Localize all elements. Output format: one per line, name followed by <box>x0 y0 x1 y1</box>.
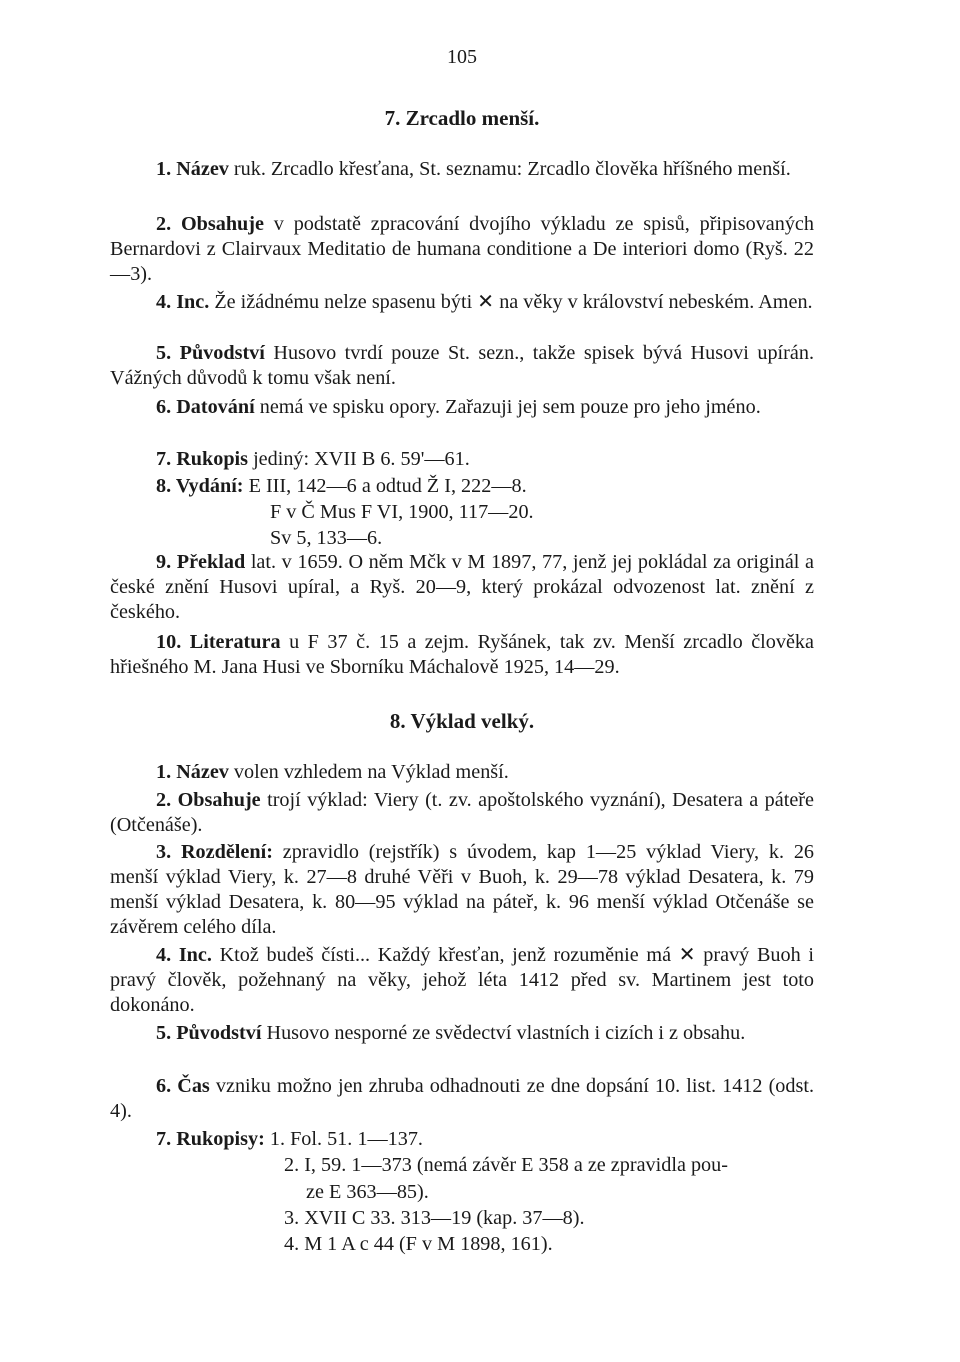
sec7-item-2 <box>110 212 814 287</box>
sec8-item-1-label: 1. Název <box>156 761 229 783</box>
sec7-item-6-text: nemá ve spisku opory. Zařazuji jej sem pouze pro jeho jméno. <box>254 396 761 418</box>
sec7-item-5 <box>110 341 814 391</box>
sec8-item-7-ms-4: 4. M 1 A c 44 (F v M 1898, 161). <box>284 1233 553 1255</box>
sec8-item-1 <box>110 760 814 785</box>
sec7-item-1-label: 1. Název <box>156 158 229 180</box>
sec8-item-2-label: 2. Obsahuje <box>156 789 261 811</box>
sec7-item-4-label: 4. Inc. <box>156 291 210 313</box>
sec8-item-7-label: 7. Rukopisy: <box>156 1128 265 1150</box>
sec8-item-5-label: 5. Původství <box>156 1022 262 1044</box>
sec7-item-10-text: u F 37 č. 15 a zejm. Ryšánek, tak zv. Menší zrcadlo člověka hřiešného M. Jana Husi ve Sborníku Máchalově 1925, 14—29. <box>110 631 814 678</box>
sec7-item-8-text: E III, 142—6 a odtud Ž I, 222—8. <box>243 475 527 497</box>
sec8-item-2 <box>110 788 814 838</box>
sec8-item-7-ms-2-cont: ze E 363—85). <box>306 1181 429 1203</box>
sec8-item-2-text: trojí výklad: Viery (t. zv. apoštolského vyznání), Desatera a páteře (Otčenáše). <box>110 789 814 836</box>
sec7-item-4-text: Že ižádnému nelze spasenu býti ✕ na věky v království nebeském. Amen. <box>209 291 813 313</box>
sec7-item-8-line-3: Sv 5, 133—6. <box>270 527 383 549</box>
sec8-item-7-ms-2: 2. I, 59. 1—373 (nemá závěr E 358 a ze zpravidla pou- <box>284 1154 728 1176</box>
sec7-item-7 <box>110 447 814 472</box>
sec7-item-8-line-2: F v Č Mus F VI, 1900, 117—20. <box>270 501 534 523</box>
sec7-item-9-label: 9. Překlad <box>156 551 246 573</box>
sec7-item-2-text: v podstatě zpracování dvojího výkladu ze spisů, připisovaných Bernardovi z Clairvaux Meditatio de humana conditione a De interiori domo (Ryš. 22—3). <box>110 213 814 285</box>
sec7-item-9-text: lat. v 1659. O něm Mčk v M 1897, 77, jenž jej pokládal za originál a české znění Husovi upíral, a Ryš. 20—9, který prokázal odvozenost lat. znění z českého. <box>110 551 814 623</box>
section-7-title: 7. Zrcadlo menší. <box>384 106 540 130</box>
sec7-item-6-label: 6. Datování <box>156 396 255 418</box>
sec7-item-7-label: 7. Rukopis <box>156 448 249 470</box>
section-8-title: 8. Výklad velký. <box>389 709 535 733</box>
sec7-item-5-label: 5. Původství <box>156 342 265 364</box>
sec8-item-4-text: Ktož budeš čísti... Každý křesťan, jenž rozuměnie má ✕ pravý Buoh i pravý člověk, požehnaný na věky, jehož léta 1412 před sv. Martinem jest toto dokonáno. <box>110 944 814 1016</box>
sec7-item-5-text: Husovo tvrdí pouze St. sezn., takže spisek bývá Husovi upírán. Vážných důvodů k tomu však není. <box>110 342 814 389</box>
sec7-item-8-label: 8. Vydání: <box>156 475 244 497</box>
sec7-item-7-text: jediný: XVII B 6. 59'—61. <box>248 448 470 470</box>
sec7-item-10-label: 10. Literatura <box>156 631 281 653</box>
sec8-item-3-text: zpravidlo (rejstřík) s úvodem, kap 1—25 výklad Viery, k. 26 menší výklad Viery, k. 27—8 druhé Věři v Buoh, k. 29—78 výklad Desatera, k. 79 menší výklad Desatera, k. 80—95 výklad na páteř, k. 96 menší výklad Otčenáše se závěrem celého díla. <box>110 841 815 938</box>
sec8-item-7-ms-1: 1. Fol. 51. 1—137. <box>264 1128 423 1150</box>
sec8-item-6 <box>110 1074 814 1124</box>
sec8-item-6-label: 6. Čas <box>156 1075 210 1097</box>
sec7-item-2-label: 2. Obsahuje <box>156 213 264 235</box>
sec7-item-9 <box>110 550 814 625</box>
sec8-item-4 <box>110 943 814 1018</box>
sec8-item-5 <box>110 1021 814 1046</box>
sec7-item-6 <box>110 395 814 420</box>
sec8-item-7-ms-3: 3. XVII C 33. 313—19 (kap. 37—8). <box>284 1207 585 1229</box>
sec7-item-10 <box>110 630 814 680</box>
sec7-item-1-text: ruk. Zrcadlo křesťana, St. seznamu: Zrcadlo člověka hříšného menší. <box>228 158 791 180</box>
sec8-item-3-label: 3. Rozdělení: <box>156 841 273 863</box>
sec7-item-8 <box>110 474 814 499</box>
sec8-item-3 <box>110 840 814 940</box>
sec7-item-1 <box>110 157 814 182</box>
sec8-item-4-label: 4. Inc. <box>156 944 212 966</box>
sec7-item-4 <box>110 290 814 315</box>
sec8-item-7 <box>156 1127 423 1152</box>
sec8-item-1-text: volen vzhledem na Výklad menší. <box>228 761 509 783</box>
page-number: 105 <box>447 46 477 68</box>
sec8-item-5-text: Husovo nesporné ze svědectví vlastních i cizích i z obsahu. <box>261 1022 746 1044</box>
sec8-item-6-text: vzniku možno jen zhruba odhadnouti ze dne dopsání 10. list. 1412 (odst. 4). <box>110 1075 815 1122</box>
